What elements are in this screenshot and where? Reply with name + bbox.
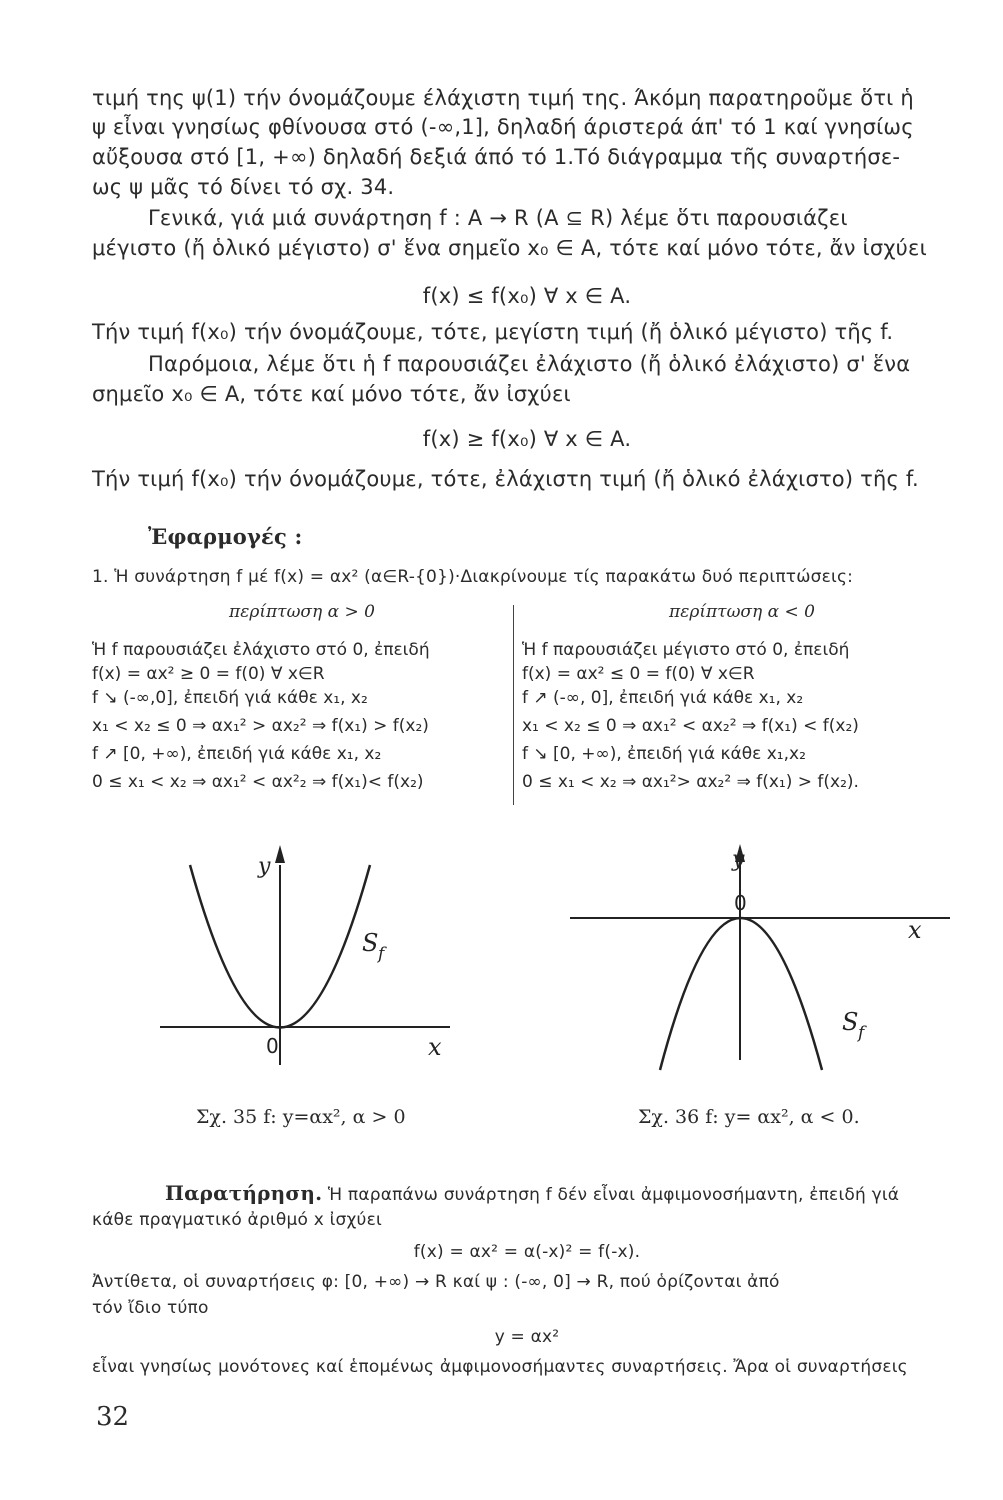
- origin-label: 0: [734, 891, 747, 915]
- column-divider: [513, 605, 514, 805]
- y-axis-label: y: [732, 847, 745, 872]
- text-line: αὔξουσα στό [1, +∞) δηλαδή δεξιά άπό τό 1.Τό διάγραμμα τῆς συναρτήσε-: [92, 145, 901, 169]
- remark-title: Παρατήρηση.: [165, 1181, 323, 1205]
- case-right-heading: περίπτωση α < 0: [669, 602, 815, 622]
- page-number: 32: [96, 1402, 130, 1432]
- case-left-line: x₁ < x₂ ≤ 0 ⇒ αx₁² > αx₂² ⇒ f(x₁) > f(x₂): [92, 716, 429, 736]
- case-left-line: f ↗ [0, +∞), ἐπειδή γιά κάθε x₁, x₂: [92, 744, 382, 764]
- y-axis-arrow: [275, 845, 285, 863]
- text-line: Παρόμοια, λέμε ὅτι ἡ f παρουσιάζει ἐλάχιστο (ἤ ὁλικό ἐλάχιστο) σ' ἕνα: [148, 352, 911, 376]
- text-line: τόν ἴδιο τύπο: [92, 1298, 209, 1318]
- remark-formula: f(x) = αx² = α(-x)² = f(-x).: [413, 1242, 641, 1262]
- text-line: σημεῖο x₀ ∈ A, τότε καί μόνο τότε, ἄν ἰσχύει: [92, 382, 571, 406]
- case-right-line: f(x) = αx² ≤ 0 = f(0) ∀ x∈R: [522, 664, 755, 684]
- text-line: Τήν τιμή f(x₀) τήν όνομάζουμε, τότε, μεγίστη τιμή (ἤ ὁλικό μέγιστο) τῆς f.: [92, 320, 894, 344]
- curve-label: S: [362, 929, 379, 957]
- formula-max: f(x) ≤ f(x₀) ∀ x ∈ A.: [422, 284, 632, 308]
- curve-label: S: [842, 1008, 859, 1036]
- remark-line: [165, 1181, 1003, 1207]
- text-line: Ἀντίθετα, οἱ συναρτήσεις φ: [0, +∞) → R καί ψ : (-∞, 0] → R, πού ὁρίζονται ἀπό: [92, 1272, 780, 1292]
- text-line: μέγιστο (ἤ ὁλικό μέγιστο) σ' ἕνα σημεῖο x₀ ∈ A, τότε καί μόνο τότε, ἄν ἰσχύει: [92, 236, 927, 260]
- origin-label: 0: [266, 1034, 279, 1058]
- case-right-line: f ↘ [0, +∞), ἐπειδή γιά κάθε x₁,x₂: [522, 744, 806, 764]
- case-right-line: x₁ < x₂ ≤ 0 ⇒ αx₁² < αx₂² ⇒ f(x₁) < f(x₂): [522, 716, 859, 736]
- case-right-line: Ἡ f παρουσιάζει μέγιστο στό 0, ἐπειδή: [522, 640, 850, 660]
- figure-35-caption: Σχ. 35 f: y=αx², α > 0: [196, 1106, 406, 1128]
- figure-36: [560, 830, 960, 1075]
- text-line: εἶναι γνησίως μονότονες καί ἑπομένως ἀμφιμονοσήμαντες συναρτήσεις. Ἄρα οἱ συναρτήσεις: [92, 1357, 908, 1377]
- x-axis-label: x: [428, 1033, 442, 1061]
- application-intro: 1. Ἡ συνάρτηση f μέ f(x) = αx² (α∈R-{0})·Διακρίνουμε τίς παρακάτω δυό περιπτώσεις:: [92, 567, 854, 587]
- section-title: Ἐφαρμογές :: [148, 524, 303, 549]
- case-left-line: f(x) = αx² ≥ 0 = f(0) ∀ x∈R: [92, 664, 325, 684]
- figure-35: [150, 835, 460, 1070]
- text-line: Γενικά, γιά μιά συνάρτηση f : A → R (A ⊆ R) λέμε ὅτι παρουσιάζει: [148, 206, 848, 230]
- case-left-line: f ↘ (-∞,0], ἐπειδή γιά κάθε x₁, x₂: [92, 688, 368, 708]
- case-right-line: 0 ≤ x₁ < x₂ ⇒ αx₁²> αx₂² ⇒ f(x₁) > f(x₂).: [522, 772, 859, 792]
- text-line: ως ψ μᾶς τό δίνει τό σχ. 34.: [92, 175, 395, 199]
- figure-36-caption: Σχ. 36 f: y= αx², α < 0.: [638, 1106, 860, 1128]
- text-line: τιμή της ψ(1) τήν όνομάζουμε έλάχιστη τιμή της. Άκόμη παρατηροῦμε ὅτι ἡ: [92, 86, 914, 110]
- contrast-formula: y = αx²: [494, 1327, 560, 1347]
- case-left-line: 0 ≤ x₁ < x₂ ⇒ αx₁² < αx²₂ ⇒ f(x₁)< f(x₂): [92, 772, 424, 792]
- formula-min: f(x) ≥ f(x₀) ∀ x ∈ A.: [422, 427, 632, 451]
- y-axis-label: y: [258, 854, 271, 879]
- remark-text: Ἡ παραπάνω συνάρτηση f δέν εἶναι ἀμφιμονοσήμαντη, ἐπειδή γιά: [327, 1185, 900, 1205]
- x-axis-label: x: [908, 916, 922, 944]
- text-line: ψ εἶναι γνησίως φθίνουσα στό (-∞,1], δηλαδή άριστερά άπ' τό 1 καί γνησίως: [92, 115, 914, 139]
- curve-subscript: f: [858, 1023, 865, 1043]
- text-line: κάθε πραγματικό ἀριθμό x ἰσχύει: [92, 1210, 382, 1230]
- case-left-line: Ἡ f παρουσιάζει ἐλάχιστο στό 0, ἐπειδή: [92, 640, 430, 660]
- curve-subscript: f: [378, 944, 385, 964]
- case-left-heading: περίπτωση α > 0: [229, 602, 375, 622]
- case-right-line: f ↗ (-∞, 0], ἐπειδή γιά κάθε x₁, x₂: [522, 688, 804, 708]
- text-line: Τήν τιμή f(x₀) τήν όνομάζουμε, τότε, ἐλάχιστη τιμή (ἤ ὁλικό ἐλάχιστο) τῆς f.: [92, 467, 919, 491]
